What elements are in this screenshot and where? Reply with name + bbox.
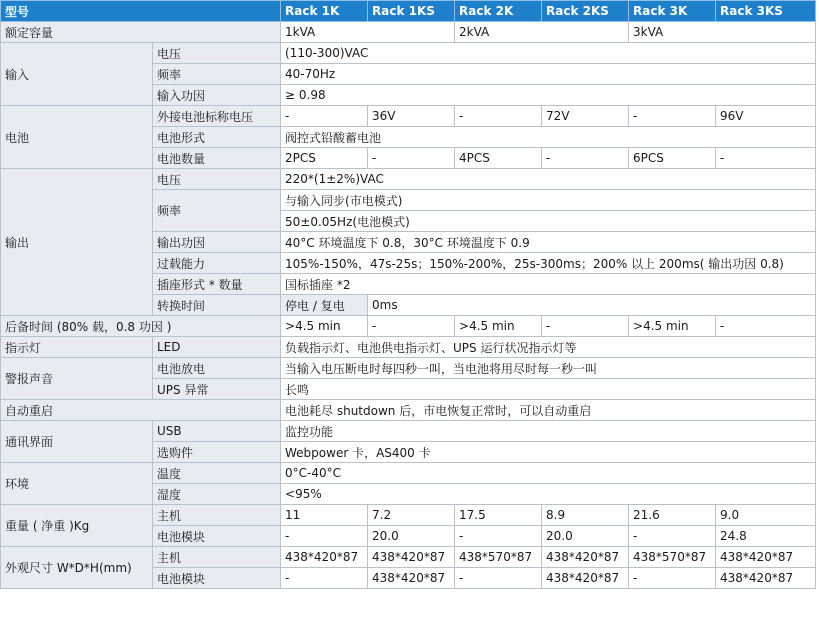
header-rack-2k: Rack 2K [455,1,542,22]
battery-count-3ks: - [716,148,816,169]
capacity-label: 额定容量 [1,22,281,43]
input-pf-label: 输入功因 [153,85,281,106]
capacity-2k: 2kVA [455,22,629,43]
weight-host-3ks: 9.0 [716,505,816,526]
battery-count-1ks: - [368,148,455,169]
battery-ext-2k: - [455,106,542,127]
weight-battery-3ks: 24.8 [716,526,816,547]
battery-ext-1k: - [281,106,368,127]
backup-1k: >4.5 min [281,316,368,337]
env-humidity-label: 湿度 [153,484,281,505]
env-humidity-value: <95% [281,484,816,505]
output-overload-label: 过载能力 [153,253,281,274]
output-voltage-label: 电压 [153,169,281,190]
backup-3k: >4.5 min [629,316,716,337]
row-output-voltage [1,169,816,190]
env-temp-value: 0°C-40°C [281,463,816,484]
battery-label: 电池 [1,106,153,169]
battery-ext-2ks: 72V [542,106,629,127]
dims-battery-3k: - [629,568,716,589]
dims-host-3k: 438*570*87 [629,547,716,568]
restart-label: 自动重启 [1,400,281,421]
comm-label: 通讯界面 [1,421,153,463]
battery-type-label: 电池形式 [153,127,281,148]
indicator-value: 负载指示灯、电池供电指示灯、UPS 运行状况指示灯等 [281,337,816,358]
row-alarm-discharge [1,358,816,379]
output-socket-label: 插座形式 * 数量 [153,274,281,295]
dims-battery-1ks: 438*420*87 [368,568,455,589]
battery-count-2k: 4PCS [455,148,542,169]
row-dims-host [1,547,816,568]
weight-battery-2k: - [455,526,542,547]
output-pf-label: 输出功因 [153,232,281,253]
row-battery-ext [1,106,816,127]
comm-usb-value: 监控功能 [281,421,816,442]
weight-host-2ks: 8.9 [542,505,629,526]
transfer-label: 转换时间 [153,295,281,316]
row-env-temp [1,463,816,484]
dims-host-2k: 438*570*87 [455,547,542,568]
transfer-sub: 停电 / 复电 [281,295,368,316]
dims-battery-label: 电池模块 [153,568,281,589]
dims-host-1k: 438*420*87 [281,547,368,568]
battery-ext-1ks: 36V [368,106,455,127]
header-rack-1ks: Rack 1KS [368,1,455,22]
comm-usb-label: USB [153,421,281,442]
battery-ext-3ks: 96V [716,106,816,127]
header-row [1,1,816,22]
row-input-voltage [1,43,816,64]
output-freq-battery-mode: 50±0.05Hz(电池模式) [281,211,816,232]
weight-host-label: 主机 [153,505,281,526]
env-label: 环境 [1,463,153,505]
battery-count-2ks: - [542,148,629,169]
dims-host-1ks: 438*420*87 [368,547,455,568]
battery-ext-3k: - [629,106,716,127]
battery-count-label: 电池数量 [153,148,281,169]
battery-count-1k: 2PCS [281,148,368,169]
row-capacity [1,22,816,43]
input-freq-value: 40-70Hz [281,64,816,85]
input-freq-label: 频率 [153,64,281,85]
header-model: 型号 [1,1,281,22]
battery-count-3k: 6PCS [629,148,716,169]
row-comm-usb [1,421,816,442]
weight-battery-label: 电池模块 [153,526,281,547]
weight-battery-1ks: 20.0 [368,526,455,547]
weight-battery-2ks: 20.0 [542,526,629,547]
backup-2ks: - [542,316,629,337]
header-rack-1k: Rack 1K [281,1,368,22]
row-indicator [1,337,816,358]
row-backup [1,316,816,337]
weight-host-1k: 11 [281,505,368,526]
transfer-value: 0ms [368,295,816,316]
backup-3ks: - [716,316,816,337]
header-rack-2ks: Rack 2KS [542,1,629,22]
env-temp-label: 温度 [153,463,281,484]
capacity-1k: 1kVA [281,22,455,43]
output-voltage-value: 220*(1±2%)VAC [281,169,816,190]
weight-host-2k: 17.5 [455,505,542,526]
indicator-label: 指示灯 [1,337,153,358]
output-label: 输出 [1,169,153,316]
backup-label: 后备时间 (80% 载，0.8 功因 ) [1,316,281,337]
battery-type-value: 阀控式铅酸蓄电池 [281,127,816,148]
comm-option-label: 选购件 [153,442,281,463]
dims-host-2ks: 438*420*87 [542,547,629,568]
output-freq-label: 频率 [153,190,281,232]
capacity-3k: 3kVA [629,22,816,43]
output-overload-value: 105%-150%，47s-25s；150%-200%，25s-300ms；200% 以上 200ms( 输出功因 0.8) [281,253,816,274]
indicator-sub: LED [153,337,281,358]
weight-battery-1k: - [281,526,368,547]
row-restart [1,400,816,421]
dims-battery-1k: - [281,568,368,589]
alarm-label: 警报声音 [1,358,153,400]
output-pf-value: 40°C 环境温度下 0.8，30°C 环境温度下 0.9 [281,232,816,253]
dims-host-label: 主机 [153,547,281,568]
comm-option-value: Webpower 卡，AS400 卡 [281,442,816,463]
battery-ext-label: 外接电池标称电压 [153,106,281,127]
dims-battery-3ks: 438*420*87 [716,568,816,589]
weight-host-3k: 21.6 [629,505,716,526]
alarm-fault-label: UPS 异常 [153,379,281,400]
dims-battery-2ks: 438*420*87 [542,568,629,589]
header-rack-3ks: Rack 3KS [716,1,816,22]
weight-label: 重量 ( 净重 )Kg [1,505,153,547]
dims-battery-2k: - [455,568,542,589]
output-socket-value: 国标插座 *2 [281,274,816,295]
input-label: 输入 [1,43,153,106]
weight-host-1ks: 7.2 [368,505,455,526]
input-voltage-label: 电压 [153,43,281,64]
restart-value: 电池耗尽 shutdown 后，市电恢复正常时，可以自动重启 [281,400,816,421]
dims-host-3ks: 438*420*87 [716,547,816,568]
input-voltage-value: (110-300)VAC [281,43,816,64]
input-pf-value: ≥ 0.98 [281,85,816,106]
alarm-discharge-value: 当输入电压断电时每四秒一叫，当电池将用尽时每一秒一叫 [281,358,816,379]
weight-battery-3k: - [629,526,716,547]
dims-label: 外观尺寸 W*D*H(mm) [1,547,153,589]
output-freq-line-mode: 与输入同步(市电模式) [281,190,816,211]
row-weight-host [1,505,816,526]
backup-2k: >4.5 min [455,316,542,337]
alarm-fault-value: 长鸣 [281,379,816,400]
alarm-discharge-label: 电池放电 [153,358,281,379]
header-rack-3k: Rack 3K [629,1,716,22]
backup-1ks: - [368,316,455,337]
